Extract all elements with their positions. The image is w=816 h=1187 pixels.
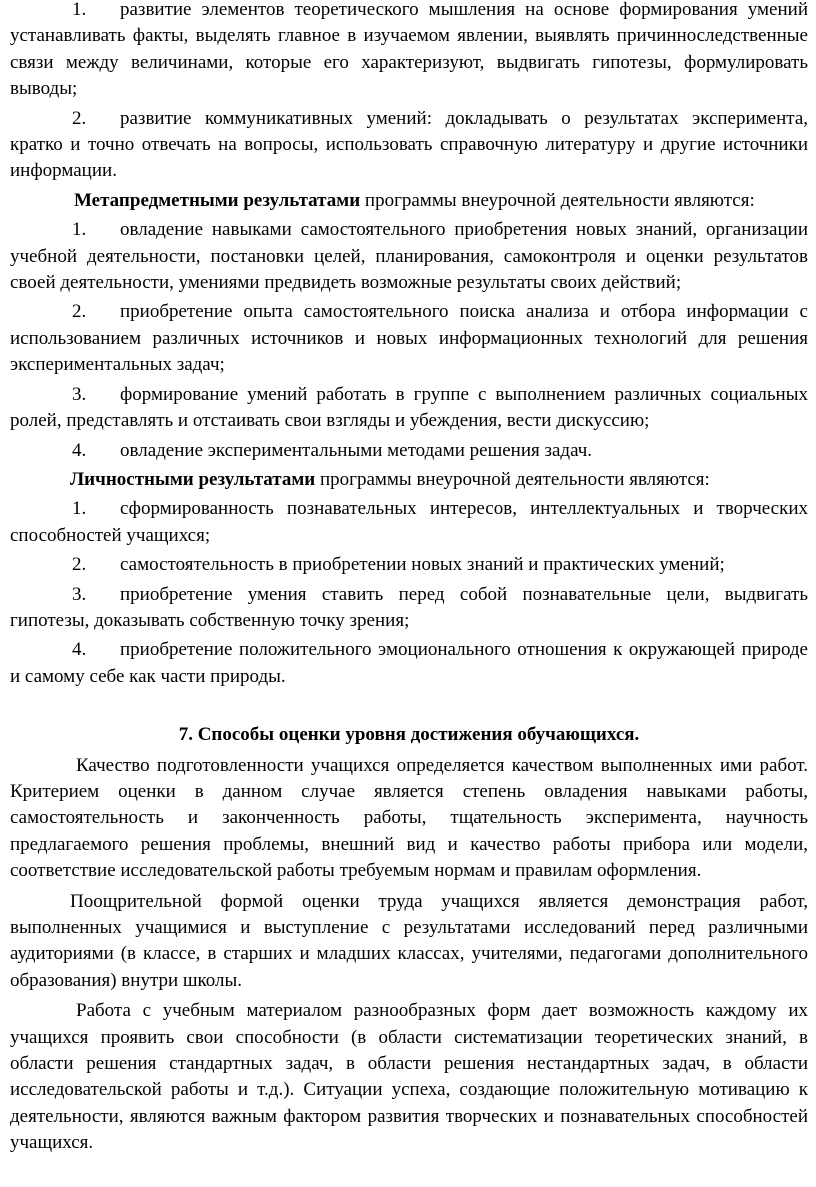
item-text: приобретение положительного эмоционального отношения к окружающей природе и самому себе как части природы. [10, 639, 808, 687]
item-text: развитие коммуникативных умений: докладывать о результатах эксперимента, кратко и точно отвечать на вопросы, использовать справочную литературу и другие источники информации. [10, 107, 808, 182]
item-number: 3. [72, 383, 87, 405]
meta-results-rest: программы внеурочной деятельности являются: [360, 189, 755, 211]
section-7-heading: 7. Способы оценки уровня достижения обучающихся. [178, 724, 640, 746]
personal-results-rest: программы внеурочной деятельности являются: [315, 468, 710, 490]
section-7-paragraph-2: Поощрительной формой оценки труда учащихся является демонстрация работ, выполненных учащимися и выступление с результатами исследований перед различными аудиториями (в классе, в старших и младших классах, учителями, педагогами дополнительного образования) внутри школы. [10, 890, 808, 991]
meta-item-3 [10, 382, 808, 435]
item-text: овладение навыками самостоятельного приобретения новых знаний, организации учебной деятельности, постановки целей, планирования, самоконтроля и оценки результатов своей деятельности, умениями предвидеть возможные результаты своих действий; [10, 219, 808, 294]
item-text: развитие элементов теоретического мышления на основе формирования умений устанавливать факты, выделять главное в изучаемом явлении, выявлять причинноследственные связи между величинами, которые его характеризуют, выдвигать гипотезы, формулировать выводы; [10, 0, 808, 100]
item-number: 2. [72, 554, 87, 576]
item-number: 2. [72, 107, 87, 129]
item-text: приобретение опыта самостоятельного поиска анализа и отбора информации с использованием различных источников и новых информационных технологий для решения экспериментальных задач; [10, 301, 808, 376]
meta-item-4 [10, 438, 808, 464]
personal-item-2 [10, 552, 808, 578]
item-number: 1. [72, 219, 87, 241]
item-text: формирование умений работать в группе с выполнением различных социальных ролей, представлять и отстаивать свои взгляды и убеждения, вести дискуссию; [10, 383, 808, 432]
item-number: 3. [72, 583, 87, 605]
item-number: 4. [72, 639, 87, 661]
item-number: 4. [72, 439, 87, 461]
item-text: овладение экспериментальными методами решения задач. [120, 439, 593, 461]
item-number: 1. [72, 0, 87, 20]
personal-item-1 [10, 496, 808, 549]
item-text: самостоятельность в приобретении новых знаний и практических умений; [120, 554, 725, 576]
section-7-paragraph-3: Работа с учебным материалом разнообразных форм дает возможность каждому их учащихся проявить свои способности (в области систематизации теоретических знаний, в области решения стандартных задач, в области решения нестандартных задач, в области исследовательской работы и т.д.). Ситуации успеха, создающие положительную мотивацию к деятельности, являются важным фактором развития творческих и познавательных способностей учащихся. [10, 1000, 808, 1154]
item-text: приобретение умения ставить перед собой познавательные цели, выдвигать гипотезы, доказывать собственную точку зрения; [10, 583, 808, 631]
personal-results-label: Личностными результатами [70, 468, 316, 490]
section-7-paragraph-1: Качество подготовленности учащихся определяется качеством выполненных ими работ. Критерием оценки в данном случае является степень овладения навыками работы, самостоятельность и законченность работы, тщательность эксперимента, научность предлагаемого решения проблемы, внешний вид и качество работы прибора или модели, соответствие исследовательской работы требуемым нормам и правилам оформления. [10, 754, 808, 882]
meta-item-1 [10, 217, 808, 296]
personal-item-3 [10, 582, 808, 635]
subject-item-2 [10, 106, 808, 185]
subject-item-1 [10, 0, 808, 103]
meta-results-intro [10, 188, 808, 214]
personal-results-intro [10, 467, 808, 493]
item-number: 2. [72, 301, 87, 323]
meta-item-2 [10, 299, 808, 378]
item-number: 1. [72, 498, 87, 520]
meta-results-label: Метапредметными результатами [74, 189, 361, 211]
item-text: сформированность познавательных интересов, интеллектуальных и творческих способностей учащихся; [10, 498, 808, 546]
personal-item-4 [10, 637, 808, 690]
